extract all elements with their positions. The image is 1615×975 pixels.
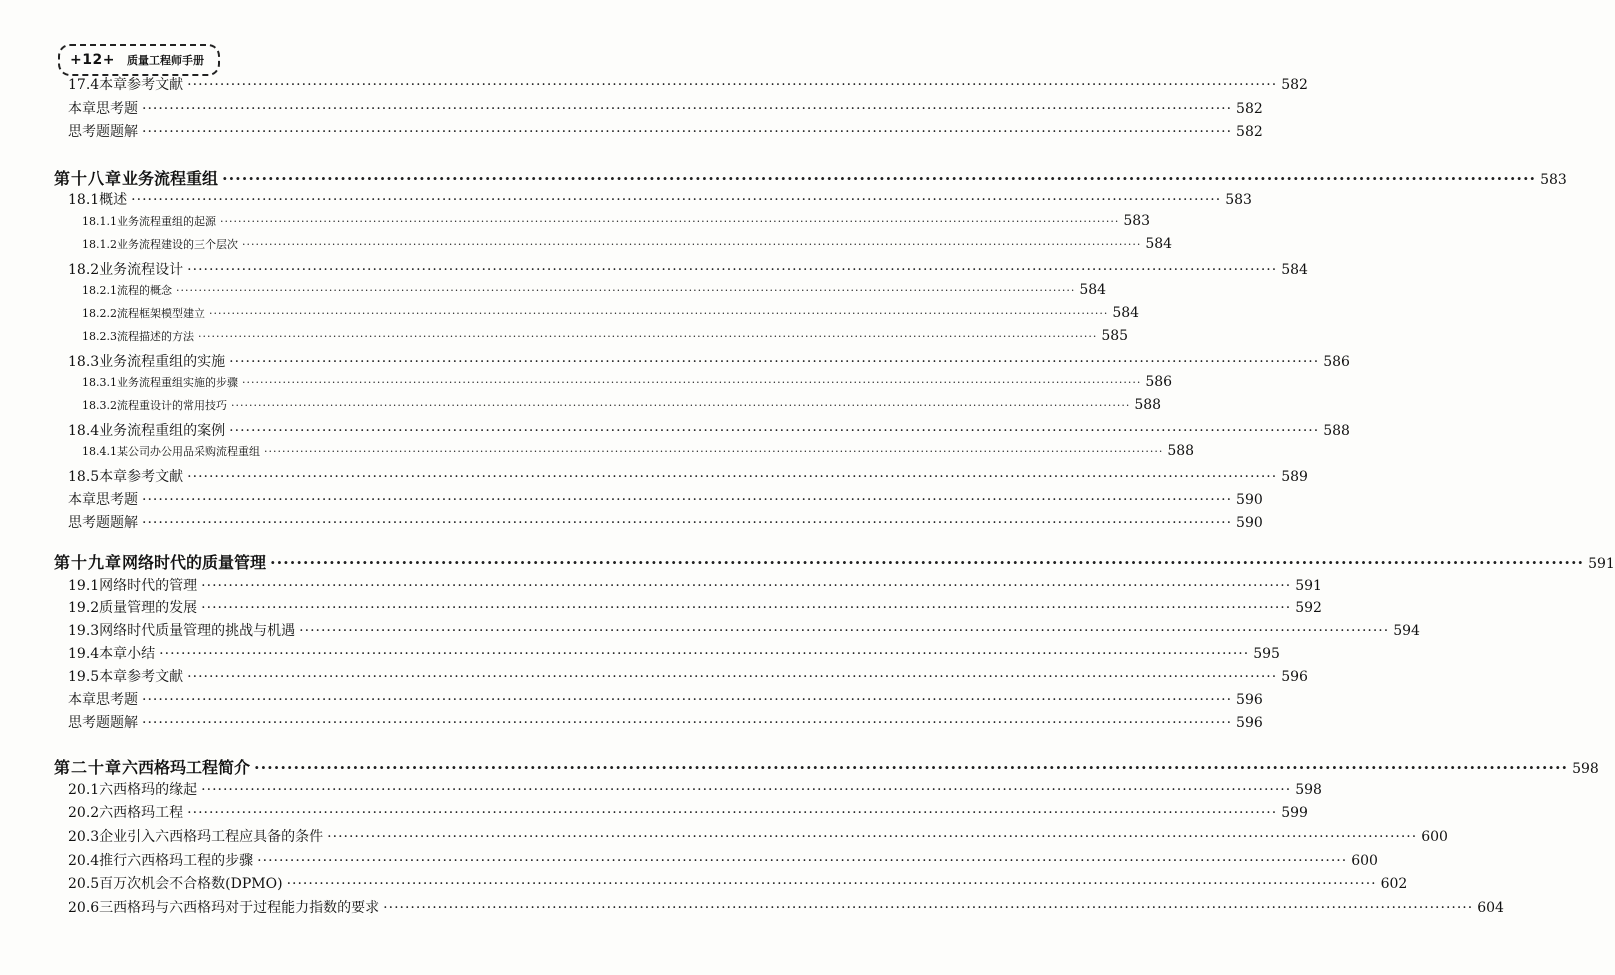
entry-title: 六西格玛工程 [99,805,184,821]
toc-chapter-entry [54,166,1567,189]
entry-number: 19.3 [68,623,100,639]
toc-section-entry [68,597,1322,617]
entry-number: 20.3 [68,829,100,845]
entry-page-number: 598 [1295,782,1322,798]
entry-number: 18.1 [68,192,100,208]
dot-leader: ········································································································································································································ [209,307,1109,320]
dot-leader: ········································································································································································································ [187,469,1278,485]
toc-subsection-entry [82,374,1173,390]
entry-page-number: 604 [1477,900,1504,916]
dot-leader: ········································································································································································································ [220,215,1120,228]
entry-page-number: 596 [1236,715,1263,731]
toc-subsection-entry [82,397,1162,413]
dot-leader: ········································································································································································································ [201,600,1292,616]
dot-leader: ········································································································································································································ [270,553,1585,572]
toc-section-entry [68,575,1322,595]
entry-title: 流程描述的方法 [117,330,194,343]
dot-leader: ········································································································································································································ [286,876,1377,892]
entry-page-number: 598 [1572,761,1599,777]
entry-title: 百万次机会不合格数(DPMO) [99,876,283,892]
dot-leader: ········································································································································································································ [257,853,1348,869]
entry-title: 思考题题解 [68,515,138,531]
entry-page-number: 591 [1588,556,1615,572]
entry-title: 本章参考文献 [99,77,184,93]
entry-title: 六西格玛工程简介 [122,758,251,777]
entry-page-number: 586 [1323,354,1350,370]
entry-page-number: 584 [1112,305,1140,321]
entry-page-number: 602 [1380,876,1408,892]
toc-section-entry [68,74,1308,94]
toc-subsection-entry [82,282,1107,298]
entry-title: 业务流程重组的起源 [117,215,216,228]
dot-leader: ········································································································································································································ [264,445,1164,458]
dot-leader: ········································································································································································································ [327,829,1418,845]
entry-title: 推行六西格玛工程的步骤 [99,853,254,869]
entry-page-number: 594 [1393,623,1420,639]
entry-number: 18.2.3 [82,330,117,343]
toc-backmatter-entry [68,689,1263,709]
entry-number: 18.2.1 [82,284,117,297]
toc-section-entry [68,259,1308,279]
entry-title: 某公司办公用品采购流程重组 [117,445,260,458]
dot-leader: ········································································································································································································ [159,646,1250,662]
entry-page-number: 590 [1236,492,1263,508]
entry-title: 流程的概念 [117,284,172,297]
entry-number: 第十九章 [54,553,123,572]
dot-leader: ········································································································································································································ [131,192,1222,208]
dot-leader: ········································································································································································································ [142,492,1233,508]
entry-page-number: 595 [1253,646,1280,662]
entry-page-number: 599 [1281,805,1308,821]
running-header [58,44,220,76]
entry-title: 概述 [99,192,128,208]
entry-number: 20.1 [68,782,100,798]
entry-title: 思考题题解 [68,124,138,140]
entry-page-number: 591 [1295,578,1322,594]
dot-leader: ········································································································································································································ [229,423,1320,439]
dot-leader: ········································································································································································································ [242,376,1142,389]
toc-section-entry [68,620,1420,640]
toc-subsection-entry [82,236,1173,252]
entry-page-number: 585 [1101,328,1129,344]
dot-leader: ········································································································································································································ [222,169,1537,188]
toc-subsection-entry [82,213,1151,229]
entry-number: 19.2 [68,600,100,616]
dot-leader: ········································································································································································································ [142,692,1233,708]
entry-number: 18.4 [68,423,100,439]
entry-number: 20.2 [68,805,100,821]
entry-number: 20.5 [68,876,100,892]
dot-leader: ········································································································································································································ [231,399,1131,412]
toc-subsection-entry [82,328,1129,344]
entry-page-number: 584 [1079,282,1107,298]
entry-number: 第十八章 [54,169,123,188]
entry-title: 三西格玛与六西格玛对于过程能力指数的要求 [99,900,380,916]
entry-title: 本章思考题 [68,492,138,508]
entry-number: 18.4.1 [82,445,117,458]
toc-subsection-entry [82,443,1195,459]
toc-chapter-entry [54,550,1615,573]
entry-title: 本章参考文献 [99,469,184,485]
toc-backmatter-entry [68,512,1263,532]
entry-title: 业务流程建设的三个层次 [117,238,238,251]
entry-page-number: 584 [1145,236,1173,252]
entry-number: 18.2.2 [82,307,117,320]
entry-title: 本章参考文献 [99,669,184,685]
dot-leader: ········································································································································································································ [187,262,1278,278]
entry-title: 流程重设计的常用技巧 [117,399,227,412]
toc-section-entry [68,420,1350,440]
dot-leader: ········································································································································································································ [142,715,1233,731]
entry-title: 本章小结 [99,646,156,662]
entry-page-number: 583 [1123,213,1151,229]
entry-number: 18.1.1 [82,215,117,228]
entry-page-number: 596 [1281,669,1308,685]
entry-number: 19.5 [68,669,100,685]
dot-leader: ········································································································································································································ [242,238,1142,251]
dot-leader: ········································································································································································································ [201,578,1292,594]
dot-leader: ········································································································································································································ [198,330,1098,343]
entry-number: 20.6 [68,900,100,916]
header-page-number: +12+ [70,52,115,68]
dot-leader: ········································································································································································································ [254,758,1569,777]
dot-leader: ········································································································································································································ [187,77,1278,93]
entry-title: 业务流程设计 [99,262,184,278]
entry-title: 业务流程重组实施的步骤 [117,376,238,389]
entry-page-number: 588 [1167,443,1195,459]
entry-page-number: 584 [1281,262,1308,278]
dot-leader: ········································································································································································································ [383,900,1474,916]
entry-title: 质量管理的发展 [99,600,198,616]
entry-number: 18.3.2 [82,399,117,412]
entry-number: 19.1 [68,578,100,594]
dot-leader: ········································································································································································································ [187,805,1278,821]
entry-number: 17.4 [68,77,100,93]
entry-page-number: 589 [1281,469,1308,485]
entry-page-number: 588 [1134,397,1162,413]
toc-chapter-entry [54,755,1599,778]
entry-title: 流程框架模型建立 [117,307,205,320]
entry-number: 19.4 [68,646,100,662]
toc-subsection-entry [82,305,1140,321]
entry-title: 业务流程重组的案例 [99,423,226,439]
entry-title: 业务流程重组的实施 [99,354,226,370]
entry-number: 18.5 [68,469,100,485]
dot-leader: ········································································································································································································ [299,623,1390,639]
entry-number: 18.2 [68,262,100,278]
entry-number: 20.4 [68,853,100,869]
entry-page-number: 582 [1236,101,1263,117]
entry-title: 本章思考题 [68,692,138,708]
entry-page-number: 582 [1281,77,1308,93]
entry-title: 思考题题解 [68,715,138,731]
entry-number: 第二十章 [54,758,123,777]
entry-title: 网络时代的质量管理 [122,553,267,572]
toc-section-entry [68,873,1408,893]
dot-leader: ········································································································································································································ [229,354,1320,370]
entry-page-number: 600 [1351,853,1378,869]
toc-section-entry [68,189,1252,209]
toc-section-entry [68,779,1322,799]
dot-leader: ········································································································································································································ [201,782,1292,798]
entry-title: 企业引入六西格玛工程应具备的条件 [99,829,324,845]
toc-section-entry [68,850,1378,870]
entry-page-number: 582 [1236,124,1263,140]
entry-page-number: 592 [1295,600,1322,616]
entry-number: 18.1.2 [82,238,117,251]
dot-leader: ········································································································································································································ [187,669,1278,685]
entry-title: 业务流程重组 [122,169,219,188]
toc-backmatter-entry [68,98,1263,118]
toc-backmatter-entry [68,712,1263,732]
toc-section-entry [68,643,1280,663]
entry-title: 六西格玛的缘起 [99,782,198,798]
toc-section-entry [68,666,1308,686]
toc-backmatter-entry [68,489,1263,509]
toc-section-entry [68,351,1350,371]
entry-title: 网络时代的管理 [99,578,198,594]
entry-page-number: 586 [1145,374,1173,390]
toc-backmatter-entry [68,121,1263,141]
toc-section-entry [68,802,1308,822]
entry-title: 网络时代质量管理的挑战与机遇 [99,623,296,639]
entry-page-number: 600 [1421,829,1448,845]
entry-number: 18.3.1 [82,376,117,389]
entry-page-number: 583 [1540,172,1567,188]
toc-section-entry [68,826,1448,846]
toc-section-entry [68,466,1308,486]
toc-section-entry [68,897,1504,917]
dot-leader: ········································································································································································································ [142,101,1233,117]
dot-leader: ········································································································································································································ [142,124,1233,140]
dot-leader: ········································································································································································································ [176,284,1076,297]
entry-page-number: 588 [1323,423,1350,439]
entry-page-number: 583 [1225,192,1252,208]
entry-page-number: 596 [1236,692,1263,708]
header-book-title: 质量工程师手册 [126,54,204,67]
entry-page-number: 590 [1236,515,1263,531]
entry-title: 本章思考题 [68,101,138,117]
dot-leader: ········································································································································································································ [142,515,1233,531]
entry-number: 18.3 [68,354,100,370]
